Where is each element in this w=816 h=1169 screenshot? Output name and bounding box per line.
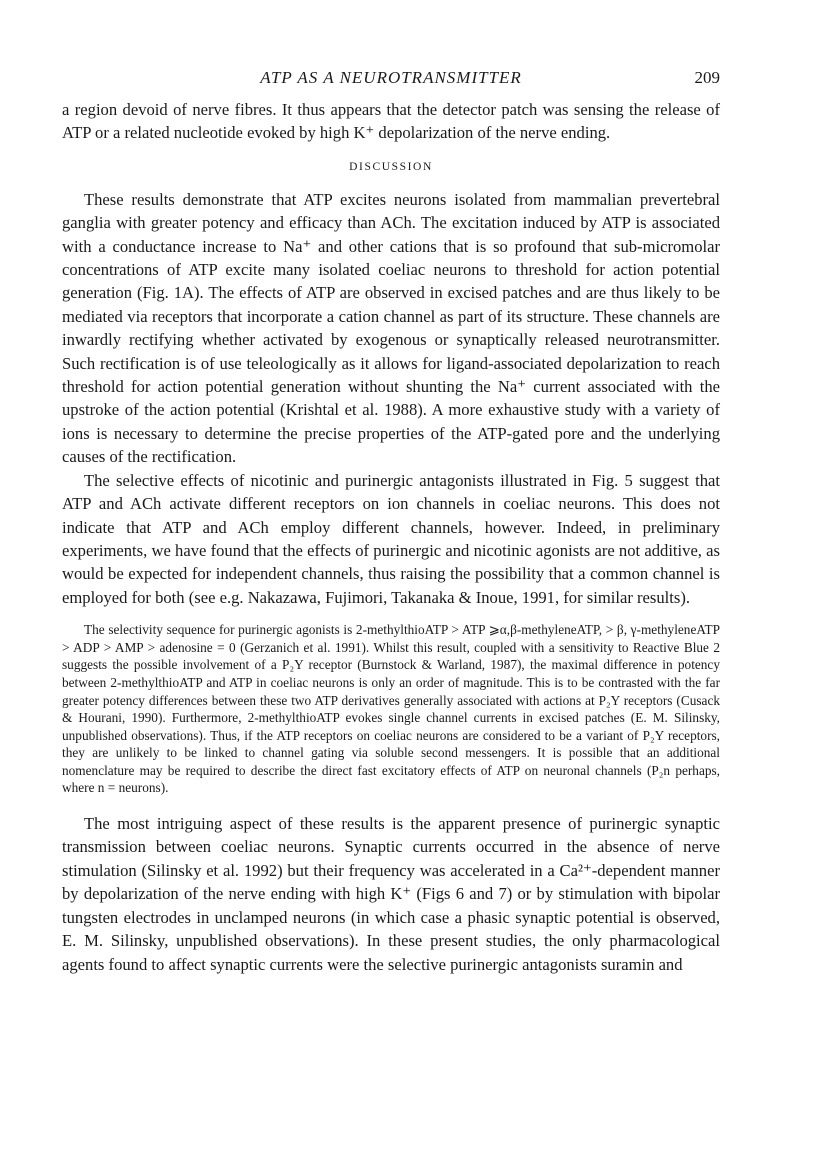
paragraph-discussion-1: These results demonstrate that ATP excites neurons isolated from mammalian prevertebral ganglia with greater potency and efficacy than ACh. The excitation induced by ATP is associated with a conductance increase to Na⁺ and other cations that is so profound that sub-micromolar concentrations of ATP excite many isolated coeliac neurons to threshold for action potential generation (Fig. 1A). The effects of ATP are observed in excised patches and are thus likely to be mediated via receptors that incorporate a cation channel as part of its structure. These channels are inwardly rectifying whether activated by exogenous or synaptically released neurotransmitter. Such rectification is of use teleologically as it allows for ligand-associated depolarization to reach threshold for action potential generation without shunting the Na⁺ current associated with the upstroke of the action potential (Krishtal et al. 1988). A more exhaustive study with a variety of ions is necessary to determine the precise properties of the ATP-gated pore and the underlying causes of the rectification. bbox=[62, 189, 720, 467]
paragraph-continuation: a region devoid of nerve fibres. It thus appears that the detector patch was sensing the release of ATP or a related nucleotide evoked by high K⁺ depolarization of the nerve ending. bbox=[62, 100, 720, 143]
section-heading: DISCUSSION bbox=[349, 160, 433, 173]
page-number: 209 bbox=[694, 68, 720, 87]
running-head bbox=[62, 66, 720, 90]
paragraph-discussion-2: The selective effects of nicotinic and purinergic antagonists illustrated in Fig. 5 suggest that ATP and ACh activate different receptors on ion channels in coeliac neurons. This does not indicate that ATP and ACh employ different channels, however. Indeed, in preliminary experiments, we have found that the effects of purinergic and nicotinic agonists are not additive, as would be expected for independent channels, thus raising the possibility that a common channel is employed for both (see e.g. Nakazawa, Fujimori, Takanaka & Inoue, 1991, for similar results). bbox=[62, 470, 720, 607]
running-title: ATP AS A NEUROTRANSMITTER bbox=[260, 68, 522, 87]
paragraph-small-print: The selectivity sequence for purinergic agonists is 2-methylthioATP > ATP ⩾α,β-methyleneATP, > β, γ-methyleneATP > ADP > AMP > adenosine = 0 (Gerzanich et al. 1991). Whilst this result, coupled with a sensitivity to Reactive Blue 2 suggests the possible involvement of a P₂Y receptor (Burnstock & Warland, 1987), the maximal difference in potency between 2-methylthioATP and ATP in coeliac neurons is only an order of magnitude. This is to be contrasted with the far greater potency differences between these two ATP derivatives generally associated with actions at P₂Y receptors (Cusack & Hourani, 1990). Furthermore, 2-methylthioATP evokes single channel currents in excised patches (E. M. Silinsky, unpublished observations). Thus, if the ATP receptors on coeliac neurons are considered to be a variant of P₂Y receptors, they are unlikely to be linked to channel gating via soluble second messengers. It is possible that an additional nomenclature may be required to describe the direct fast excitatory effects of ATP on neuronal channels (P₂n perhaps, where n = neurons). bbox=[62, 622, 720, 796]
paragraph-discussion-3: The most intriguing aspect of these results is the apparent presence of purinergic synaptic transmission between coeliac neurons. Synaptic currents occurred in the absence of nerve stimulation (Silinsky et al. 1992) but their frequency was accelerated in a Ca²⁺-dependent manner by depolarization of the nerve ending with high K⁺ (Figs 6 and 7) or by stimulation with bipolar tungsten electrodes in unclamped neurons (in which case a phasic synaptic potential is observed, E. M. Silinsky, unpublished observations). In these present studies, the only pharmacological agents found to affect synaptic currents were the selective purinergic antagonists suramin and bbox=[62, 814, 720, 974]
page bbox=[62, 66, 720, 976]
